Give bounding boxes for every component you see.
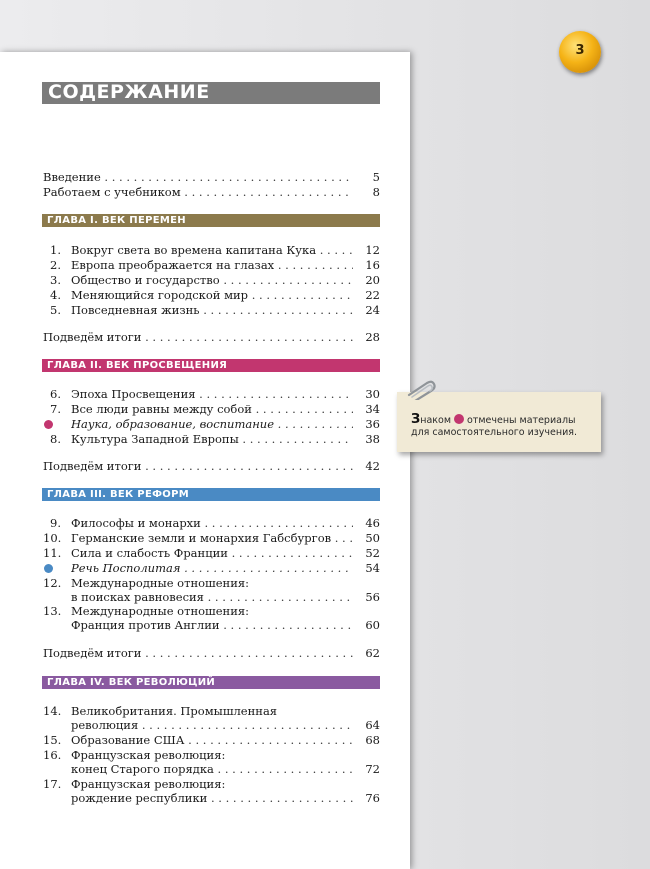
- toc-entry-text: Культура Западной Европы . . .: [71, 432, 380, 447]
- chapter-header-4[interactable]: [42, 676, 380, 689]
- toc-entry-page: 76: [353, 791, 380, 806]
- toc-entry-text: Все люди равны между собой . . .: [71, 402, 380, 417]
- toc-entry-page: 22: [353, 288, 380, 303]
- toc-row[interactable]: [43, 258, 380, 273]
- toc-entry-number: 8.: [50, 432, 61, 446]
- toc-row[interactable]: [43, 432, 380, 447]
- toc-row-textbook-guide[interactable]: [43, 185, 380, 200]
- toc-entry-number: 16.: [43, 748, 62, 762]
- chapter-title: ГЛАВА I. ВЕК ПЕРЕМЕН: [47, 215, 186, 226]
- toc-entry-number: 1.: [50, 243, 61, 257]
- toc-row-summary[interactable]: [43, 646, 380, 661]
- toc-entry-number: 11.: [43, 546, 62, 560]
- toc-entry-number: 6.: [50, 387, 61, 401]
- legend-word: наком: [420, 415, 451, 426]
- toc-entry-number: 15.: [43, 733, 62, 747]
- toc-entry-page: 72: [353, 762, 380, 777]
- toc-entry-number: 4.: [50, 288, 61, 302]
- toc-entry-page: 20: [353, 273, 380, 288]
- page-number-badge: 3: [559, 31, 601, 73]
- toc-entry-text: Введение . . .: [43, 170, 380, 185]
- toc-entry-text: Повседневная жизнь . . .: [71, 303, 380, 318]
- toc-entry-page: 28: [353, 330, 380, 345]
- toc-row[interactable]: [43, 546, 380, 561]
- toc-row[interactable]: [43, 777, 380, 792]
- toc-entry-number: 7.: [50, 402, 61, 416]
- legend-line-2: для самостоятельного изучения.: [411, 427, 578, 438]
- toc-row[interactable]: [43, 718, 380, 733]
- toc-entry-number: 2.: [50, 258, 61, 272]
- toc-entry-text: рождение республики . . .: [71, 791, 380, 806]
- toc-entry-text: Эпоха Просвещения . . .: [71, 387, 380, 402]
- toc-entry-text: Вокруг света во времена капитана Кука . . .: [71, 243, 380, 258]
- toc-entry-text: Философы и монархи . . .: [71, 516, 380, 531]
- toc-row-self-study[interactable]: [43, 417, 380, 432]
- toc-row-summary[interactable]: [43, 330, 380, 345]
- toc-row-summary[interactable]: [43, 459, 380, 474]
- toc-entry-page: 50: [353, 531, 380, 546]
- toc-entry-text: Великобритания. Промышленная: [71, 704, 278, 718]
- toc-entry-page: 8: [353, 185, 380, 200]
- toc-entry-text: Наука, образование, воспитание . . .: [71, 417, 380, 432]
- toc-entry-text: Образование США . . .: [71, 733, 380, 748]
- chapter-header-3[interactable]: [42, 488, 380, 501]
- toc-entry-text: Сила и слабость Франции . . .: [71, 546, 380, 561]
- toc-entry-page: 64: [353, 718, 380, 733]
- toc-entry-text: Германские земли и монархия Габсбургов . . .: [71, 531, 380, 546]
- legend-drop-cap: З: [411, 412, 421, 427]
- toc-entry-page: 46: [353, 516, 380, 531]
- toc-row[interactable]: [43, 604, 380, 619]
- toc-entry-number: 10.: [43, 531, 62, 545]
- toc-row[interactable]: [43, 273, 380, 288]
- toc-entry-text: Международные отношения:: [71, 576, 250, 590]
- page-title: СОДЕРЖАНИЕ: [48, 81, 210, 103]
- toc-entry-page: 38: [353, 432, 380, 447]
- toc-row[interactable]: [43, 531, 380, 546]
- toc-row[interactable]: [43, 243, 380, 258]
- toc-row[interactable]: [43, 733, 380, 748]
- toc-row[interactable]: [43, 791, 380, 806]
- toc-entry-number: 12.: [43, 576, 62, 590]
- self-study-marker-icon: [44, 420, 53, 429]
- paperclip-icon: [403, 378, 437, 400]
- toc-row[interactable]: [43, 618, 380, 633]
- toc-entry-number: 13.: [43, 604, 62, 618]
- pink-circle-icon: [454, 414, 464, 424]
- toc-entry-text: Французская революция:: [71, 748, 226, 762]
- toc-row[interactable]: [43, 762, 380, 777]
- chapter-header-1[interactable]: [42, 214, 380, 227]
- toc-entry-number: 3.: [50, 273, 61, 287]
- chapter-title: ГЛАВА III. ВЕК РЕФОРМ: [47, 489, 189, 500]
- toc-entry-page: 56: [353, 590, 380, 605]
- toc-entry-text: революция . . .: [71, 718, 380, 733]
- toc-entry-text: Французская революция:: [71, 777, 226, 791]
- toc-row-self-study[interactable]: [43, 561, 380, 576]
- toc-row-intro[interactable]: [43, 170, 380, 185]
- toc-entry-number: 17.: [43, 777, 62, 791]
- toc-entry-text: Подведём итоги . . .: [43, 330, 380, 345]
- toc-entry-page: 36: [353, 417, 380, 432]
- toc-entry-page: 62: [353, 646, 380, 661]
- toc-row[interactable]: [43, 387, 380, 402]
- toc-row[interactable]: [43, 576, 380, 591]
- toc-entry-text: конец Старого порядка . . .: [71, 762, 380, 777]
- legend-line-1: [411, 412, 576, 427]
- toc-entry-text: Европа преображается на глазах . . .: [71, 258, 380, 273]
- toc-row[interactable]: [43, 303, 380, 318]
- toc-entry-page: 34: [353, 402, 380, 417]
- chapter-title: ГЛАВА IV. ВЕК РЕВОЛЮЦИЙ: [47, 677, 216, 688]
- toc-entry-page: 68: [353, 733, 380, 748]
- chapter-title: ГЛАВА II. ВЕК ПРОСВЕЩЕНИЯ: [47, 360, 228, 371]
- toc-entry-page: 5: [353, 170, 380, 185]
- toc-entry-text: в поисках равновесия . . .: [71, 590, 380, 605]
- legend-text: отмечены материалы: [467, 415, 576, 426]
- toc-entry-text: Международные отношения:: [71, 604, 250, 618]
- toc-row[interactable]: [43, 402, 380, 417]
- title-bar: [42, 82, 380, 104]
- toc-entry-number: 5.: [50, 303, 61, 317]
- legend-note-card: [397, 392, 601, 452]
- toc-entry-number: 9.: [50, 516, 61, 530]
- toc-entry-text: Общество и государство . . .: [71, 273, 380, 288]
- toc-entry-text: Речь Посполитая . . .: [71, 561, 380, 576]
- toc-entry-page: 12: [353, 243, 380, 258]
- toc-entry-page: 16: [353, 258, 380, 273]
- toc-row[interactable]: [43, 748, 380, 763]
- self-study-marker-icon: [44, 564, 53, 573]
- toc-row[interactable]: [43, 288, 380, 303]
- toc-entry-text: Подведём итоги . . .: [43, 646, 380, 661]
- toc-entry-page: 42: [353, 459, 380, 474]
- toc-entry-text: Подведём итоги . . .: [43, 459, 380, 474]
- toc-row[interactable]: [43, 516, 380, 531]
- toc-entry-page: 54: [353, 561, 380, 576]
- toc-entry-page: 30: [353, 387, 380, 402]
- toc-row[interactable]: [43, 590, 380, 605]
- toc-entry-page: 24: [353, 303, 380, 318]
- toc-entry-text: Франция против Англии . . .: [71, 618, 380, 633]
- toc-entry-page: 52: [353, 546, 380, 561]
- toc-entry-text: Меняющийся городской мир . . .: [71, 288, 380, 303]
- toc-entry-page: 60: [353, 618, 380, 633]
- toc-row[interactable]: [43, 704, 380, 719]
- toc-entry-text: Работаем с учебником . . .: [43, 185, 380, 200]
- chapter-header-2[interactable]: [42, 359, 380, 372]
- toc-entry-number: 14.: [43, 704, 62, 718]
